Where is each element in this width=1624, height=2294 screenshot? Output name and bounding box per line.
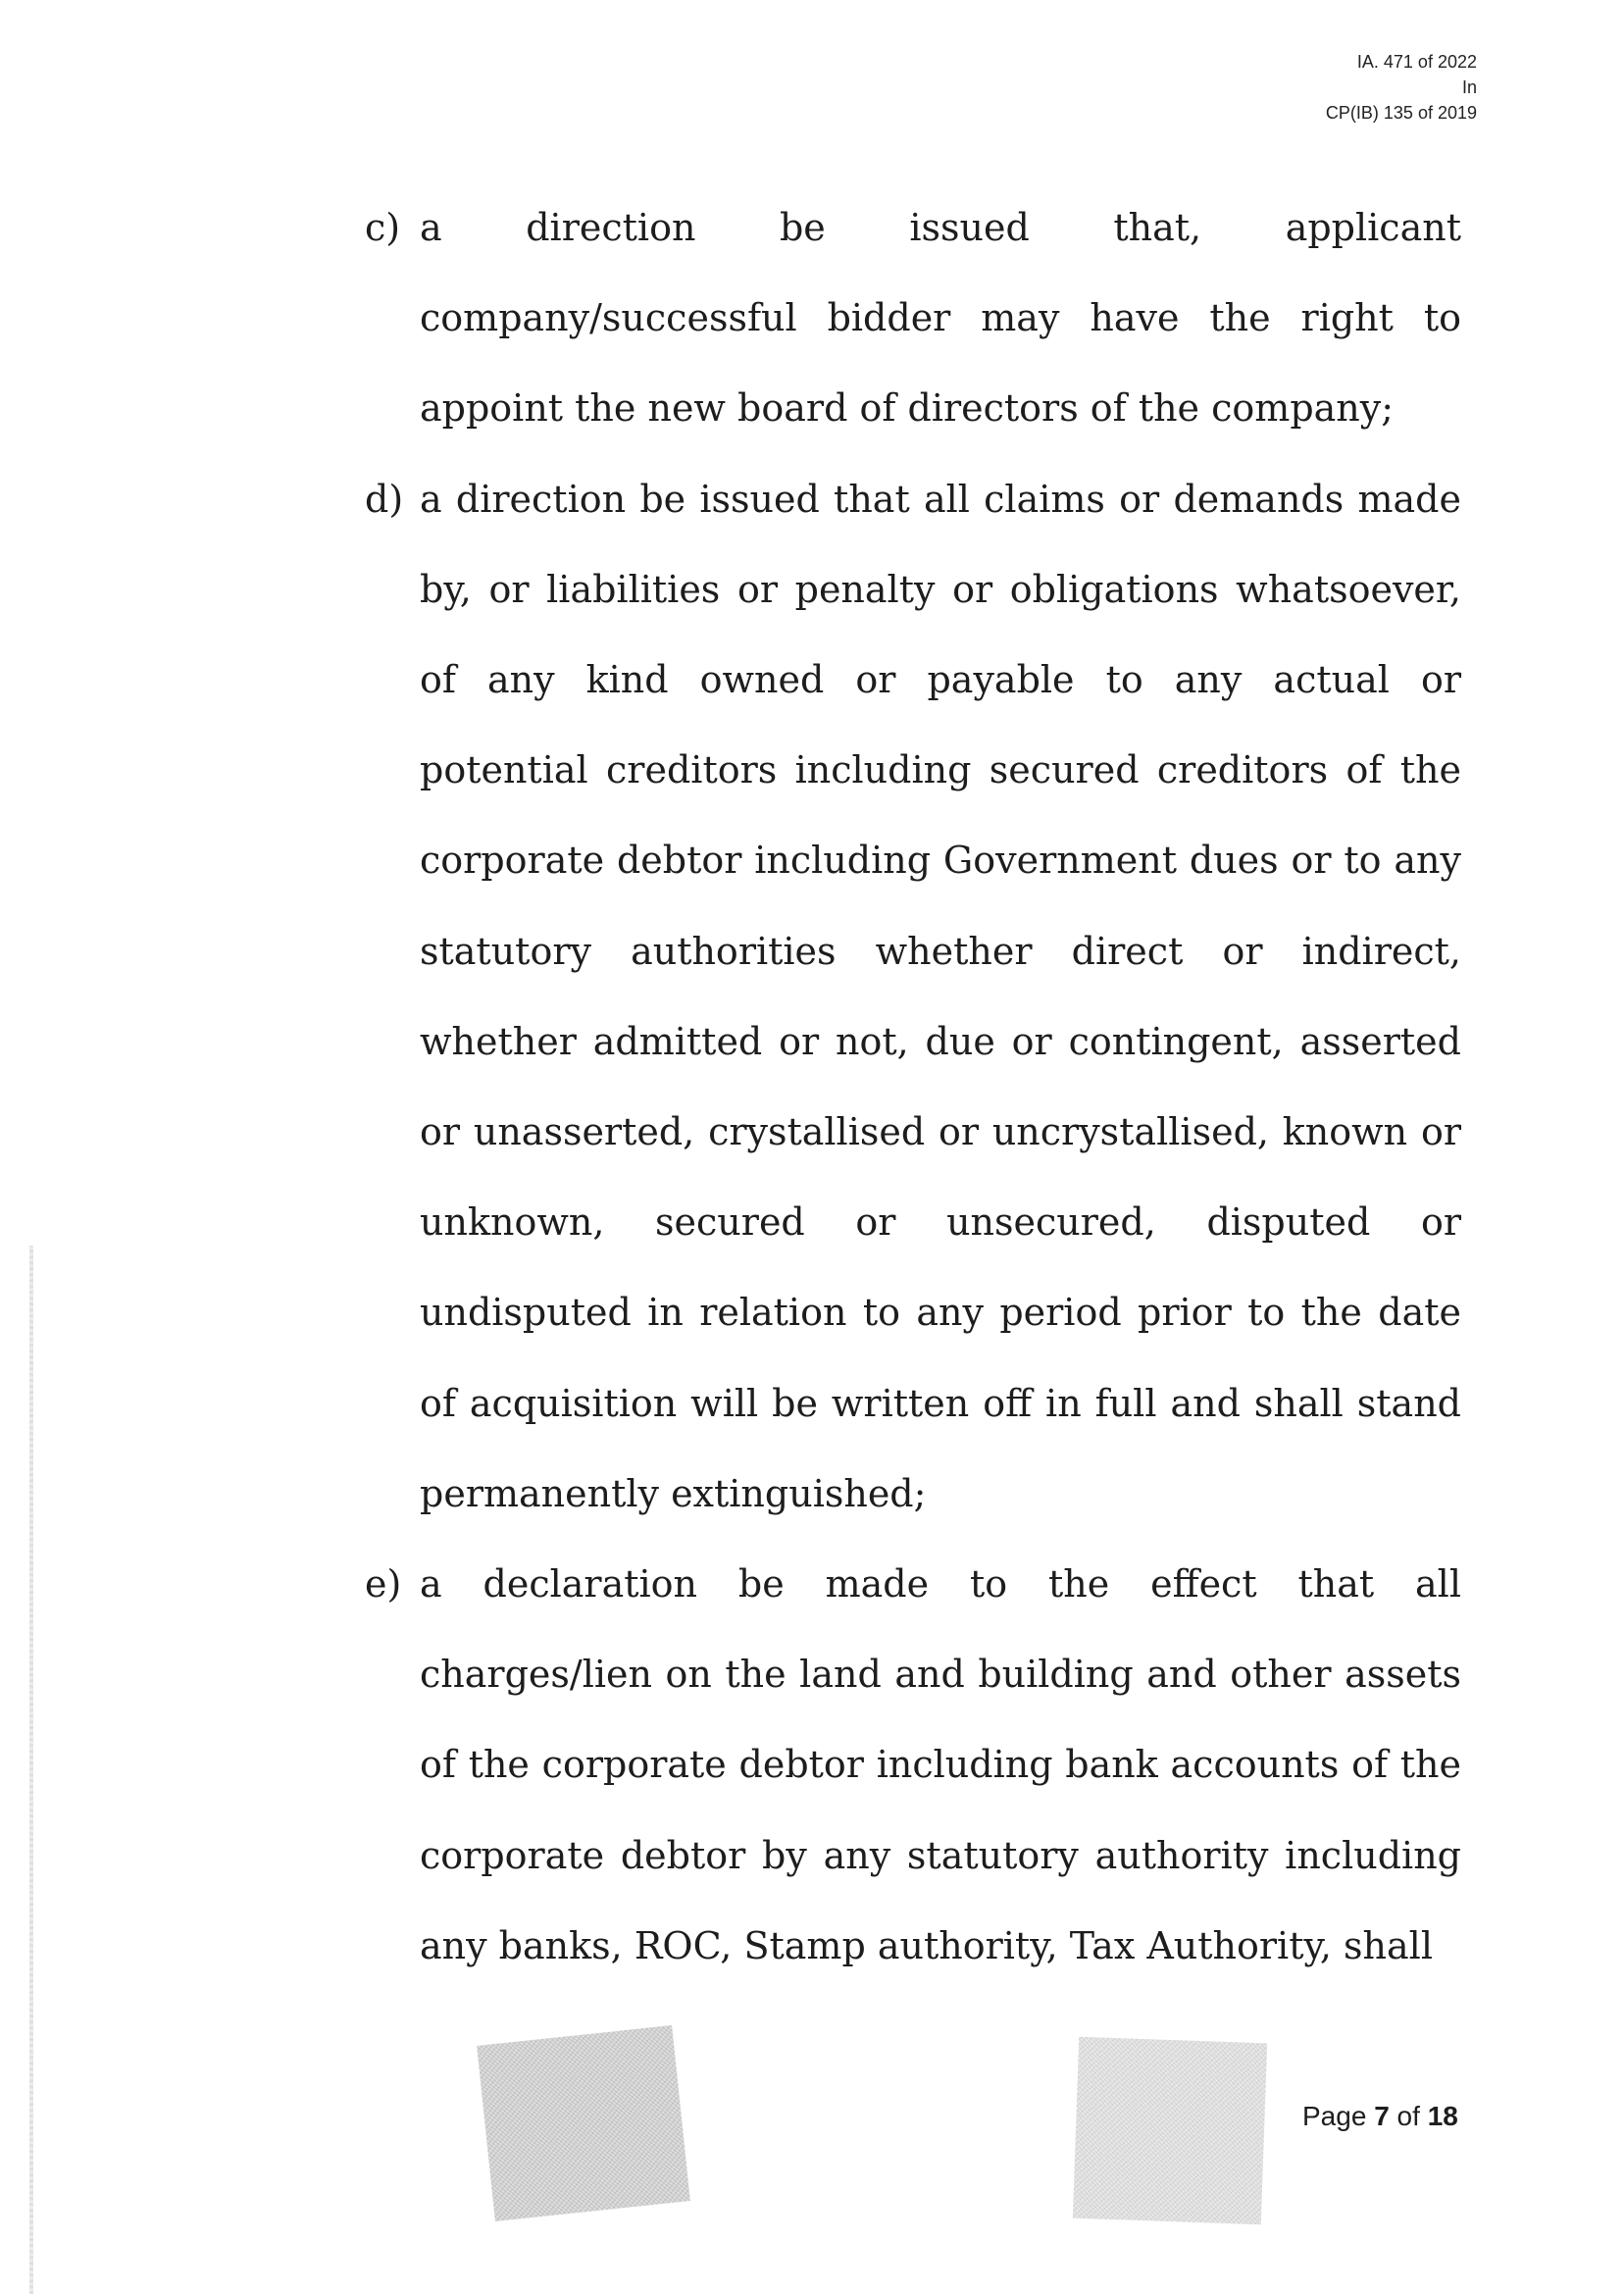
document-body (365, 182, 1461, 1991)
list-item-c (365, 182, 1461, 454)
list-item-label: d) (365, 477, 404, 521)
list-item-e (365, 1539, 1461, 1991)
page-word: Page (1302, 2101, 1367, 2131)
scan-edge-artifact (29, 1246, 33, 2294)
case-reference-line-1: IA. 471 of 2022 (1356, 52, 1477, 72)
list-item-text: a direction be issued that, applicant company/successful bidder may have the right to appoint the new board of directors of the company; (420, 206, 1461, 431)
list-item-d (365, 454, 1461, 1539)
stamp-seal-right (1073, 2037, 1267, 2225)
case-reference-line-3: CP(IB) 135 of 2019 (1325, 103, 1477, 123)
stamp-seal-left (477, 2025, 690, 2221)
list-item-label: e) (365, 1562, 402, 1606)
list-item-label: c) (365, 206, 401, 249)
list-item-text: a direction be issued that all claims or demands made by, or liabilities or penalty or obligations whatsoever, of any kind owned or payable to any actual or potential creditors including secured creditors of the corporate debtor including Government dues or to any statutory authorities whether direct or indirect, whether admitted or not, due or contingent, asserted or unasserted, crystallised or uncrystallised, known or unknown, secured or unsecured, disputed or undisputed in relation to any period prior to the date of acquisition will be written off in full and shall stand permanently extinguished; (420, 477, 1461, 1515)
of-word: of (1396, 2101, 1420, 2131)
page-number (1302, 2101, 1458, 2132)
total-pages-number: 18 (1427, 2101, 1458, 2131)
list-item-text: a declaration be made to the effect that all charges/lien on the land and building and other assets of the corporate debtor including bank accounts of the corporate debtor by any statutory authority including any banks, ROC, Stamp authority, Tax Authority, shall (420, 1562, 1461, 1967)
case-reference-line-2: In (1461, 77, 1477, 97)
case-reference (1326, 49, 1477, 126)
current-page-number: 7 (1374, 2101, 1390, 2131)
